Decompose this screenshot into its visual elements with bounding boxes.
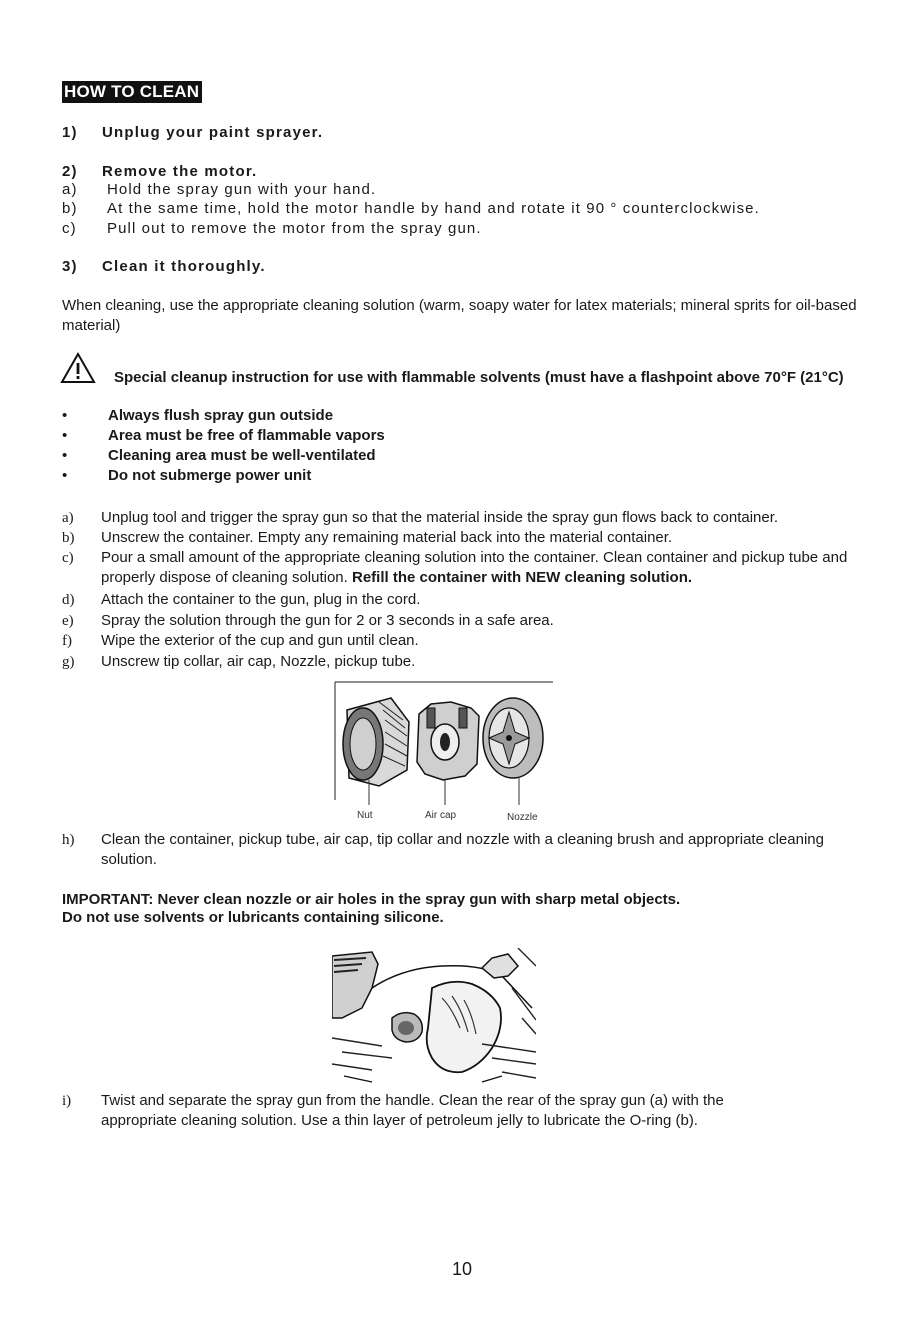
important-note: IMPORTANT: Never clean nozzle or air holes in the spray gun with sharp metal objects. bbox=[62, 891, 681, 908]
nozzle-label: Nozzle bbox=[507, 812, 538, 823]
step-number: 2) bbox=[62, 163, 78, 180]
air-cap-drawing bbox=[417, 702, 479, 780]
air-cap-label: Air cap bbox=[425, 810, 457, 821]
nut-label: Nut bbox=[357, 810, 373, 821]
step-text: Clean it thoroughly. bbox=[102, 258, 266, 275]
page-number: 10 bbox=[452, 1259, 473, 1279]
nozzle-drawing bbox=[483, 698, 543, 778]
step-number: 1) bbox=[62, 124, 78, 141]
parts-figure bbox=[333, 680, 555, 822]
step-text: Unplug your paint sprayer. bbox=[102, 124, 324, 141]
cleaning-illustration bbox=[332, 948, 536, 1084]
intro-paragraph: When cleaning, use the appropriate cleaning solution (warm, soapy water for latex materials; mineral sprits for oil-based material) bbox=[62, 297, 857, 334]
step-number: 3) bbox=[62, 258, 78, 275]
silicone-note: Do not use solvents or lubricants containing silicone. bbox=[62, 909, 444, 926]
warning-text: Special cleanup instruction for use with flammable solvents (must have a flashpoint above 70°F (21°C) bbox=[114, 369, 844, 386]
section-title: HOW TO CLEAN bbox=[62, 81, 202, 103]
step-text: Remove the motor. bbox=[102, 163, 258, 180]
nut-drawing bbox=[343, 698, 409, 786]
